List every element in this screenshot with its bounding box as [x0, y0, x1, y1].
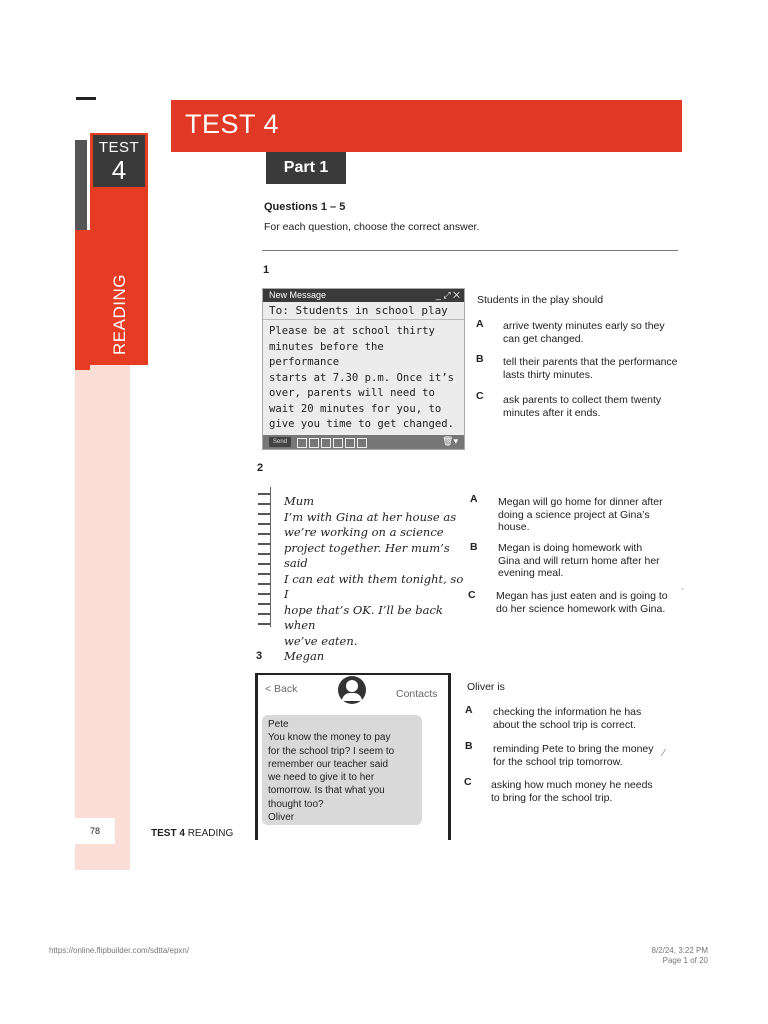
- question-3-stem: Oliver is: [467, 681, 505, 693]
- sidebar-strip-edge: [75, 230, 90, 370]
- contacts-link: Contacts: [396, 688, 438, 700]
- q1-option-b-letter: B: [476, 353, 484, 365]
- emoji-icon: [333, 438, 343, 448]
- lock-icon: [357, 438, 367, 448]
- q2-option-c-letter: C: [468, 589, 476, 601]
- sidebar-test-label: TEST: [98, 139, 140, 156]
- sidebar-strip-light: [75, 365, 130, 870]
- print-url: https://online.flipbuilder.com/sdtta/epxn/: [49, 946, 190, 955]
- message-text: Pete You know the money to pay for the school trip? I seem to remember our teacher said we need to give it to her tomorrow. Is that what you thought too? Oliver: [268, 719, 395, 824]
- email-window-title: New Message: [269, 290, 327, 300]
- part-label: Part 1: [266, 152, 346, 184]
- email-body: Please be at school thirty minutes before the performance starts at 7.30 p.m. Once it’s over, parents will need to wait 20 minutes for you, to give you time to get changed.: [269, 325, 454, 430]
- q1-option-a-letter: A: [476, 318, 484, 330]
- pencil-mark: ´: [681, 588, 685, 599]
- questions-heading: Questions 1 – 5: [264, 201, 346, 213]
- page-number: 78: [75, 818, 115, 844]
- q1-option-b: tell their parents that the performance lasts thirty minutes.: [503, 356, 678, 381]
- notebook-spiral: [258, 487, 270, 627]
- link-icon: [321, 438, 331, 448]
- q3-option-a-letter: A: [465, 704, 473, 716]
- print-datetime: 8/2/24, 3:22 PM: [651, 946, 708, 955]
- q2-option-a-letter: A: [470, 493, 478, 505]
- email-title-bar: [263, 289, 464, 302]
- q1-option-c: ask parents to collect them twenty minutes after it ends.: [503, 394, 662, 419]
- footer-label-bold: TEST 4: [151, 828, 185, 839]
- q2-option-c: Megan has just eaten and is going to do her science homework with Gina.: [496, 590, 668, 615]
- avatar-body: [342, 693, 362, 701]
- footer-label: [151, 828, 233, 839]
- question-1-stem: Students in the play should: [477, 294, 604, 306]
- sidebar-strip-dark: [75, 140, 87, 230]
- page-title: TEST 4: [185, 109, 280, 139]
- format-icon: [297, 438, 307, 448]
- question-1-number: 1: [263, 264, 270, 276]
- instructions-text: For each question, choose the correct answer.: [264, 221, 480, 233]
- email-window: [262, 288, 465, 450]
- footer-label-rest: READING: [187, 828, 234, 839]
- q3-option-b: reminding Pete to bring the money for the school trip tomorrow.: [493, 743, 654, 768]
- divider: [262, 250, 678, 251]
- q1-option-a: arrive twenty minutes early so they can get changed.: [503, 320, 665, 345]
- sidebar-test-number: 4: [111, 155, 127, 185]
- email-to-field: To: Students in school play: [263, 302, 464, 320]
- q3-option-c-letter: C: [464, 776, 472, 788]
- back-link: < Back: [265, 683, 298, 695]
- q2-option-a: Megan will go home for dinner after doing a science project at Gina’s house.: [498, 496, 663, 533]
- q1-option-c-letter: C: [476, 390, 484, 402]
- print-page: Page 1 of 20: [662, 956, 708, 965]
- attach-icon: [309, 438, 319, 448]
- send-button: Send: [269, 437, 291, 447]
- email-toolbar: [263, 435, 464, 449]
- print-stamp: [652, 946, 708, 966]
- q3-option-c: asking how much money he needs to bring for the school trip.: [491, 779, 653, 804]
- image-icon: [345, 438, 355, 448]
- q3-option-a: checking the information he has about the school trip is correct.: [493, 706, 642, 731]
- trash-icon: 🗑▾: [442, 436, 458, 446]
- q3-option-b-letter: B: [465, 740, 473, 752]
- question-3-number: 3: [256, 650, 263, 662]
- scan-mark: [76, 97, 96, 100]
- pencil-mark: ⁄: [663, 748, 665, 759]
- avatar-head: [346, 680, 358, 692]
- notebook-margin: [270, 487, 271, 627]
- sidebar-section-label: READING: [110, 274, 129, 355]
- q2-option-b-letter: B: [470, 541, 478, 553]
- question-2-number: 2: [257, 462, 264, 474]
- handwritten-note: Mum I’m with Gina at her house as we’re working on a science project together. Her mum’s said I can eat with them tonight, so I hope that’s OK. I’ll be back when we’ve eaten. Megan: [284, 494, 464, 663]
- window-controls-icon: _ ⤢ ✕: [435, 290, 460, 300]
- q2-option-b: Megan is doing homework with Gina and will return home after her evening meal.: [498, 542, 660, 579]
